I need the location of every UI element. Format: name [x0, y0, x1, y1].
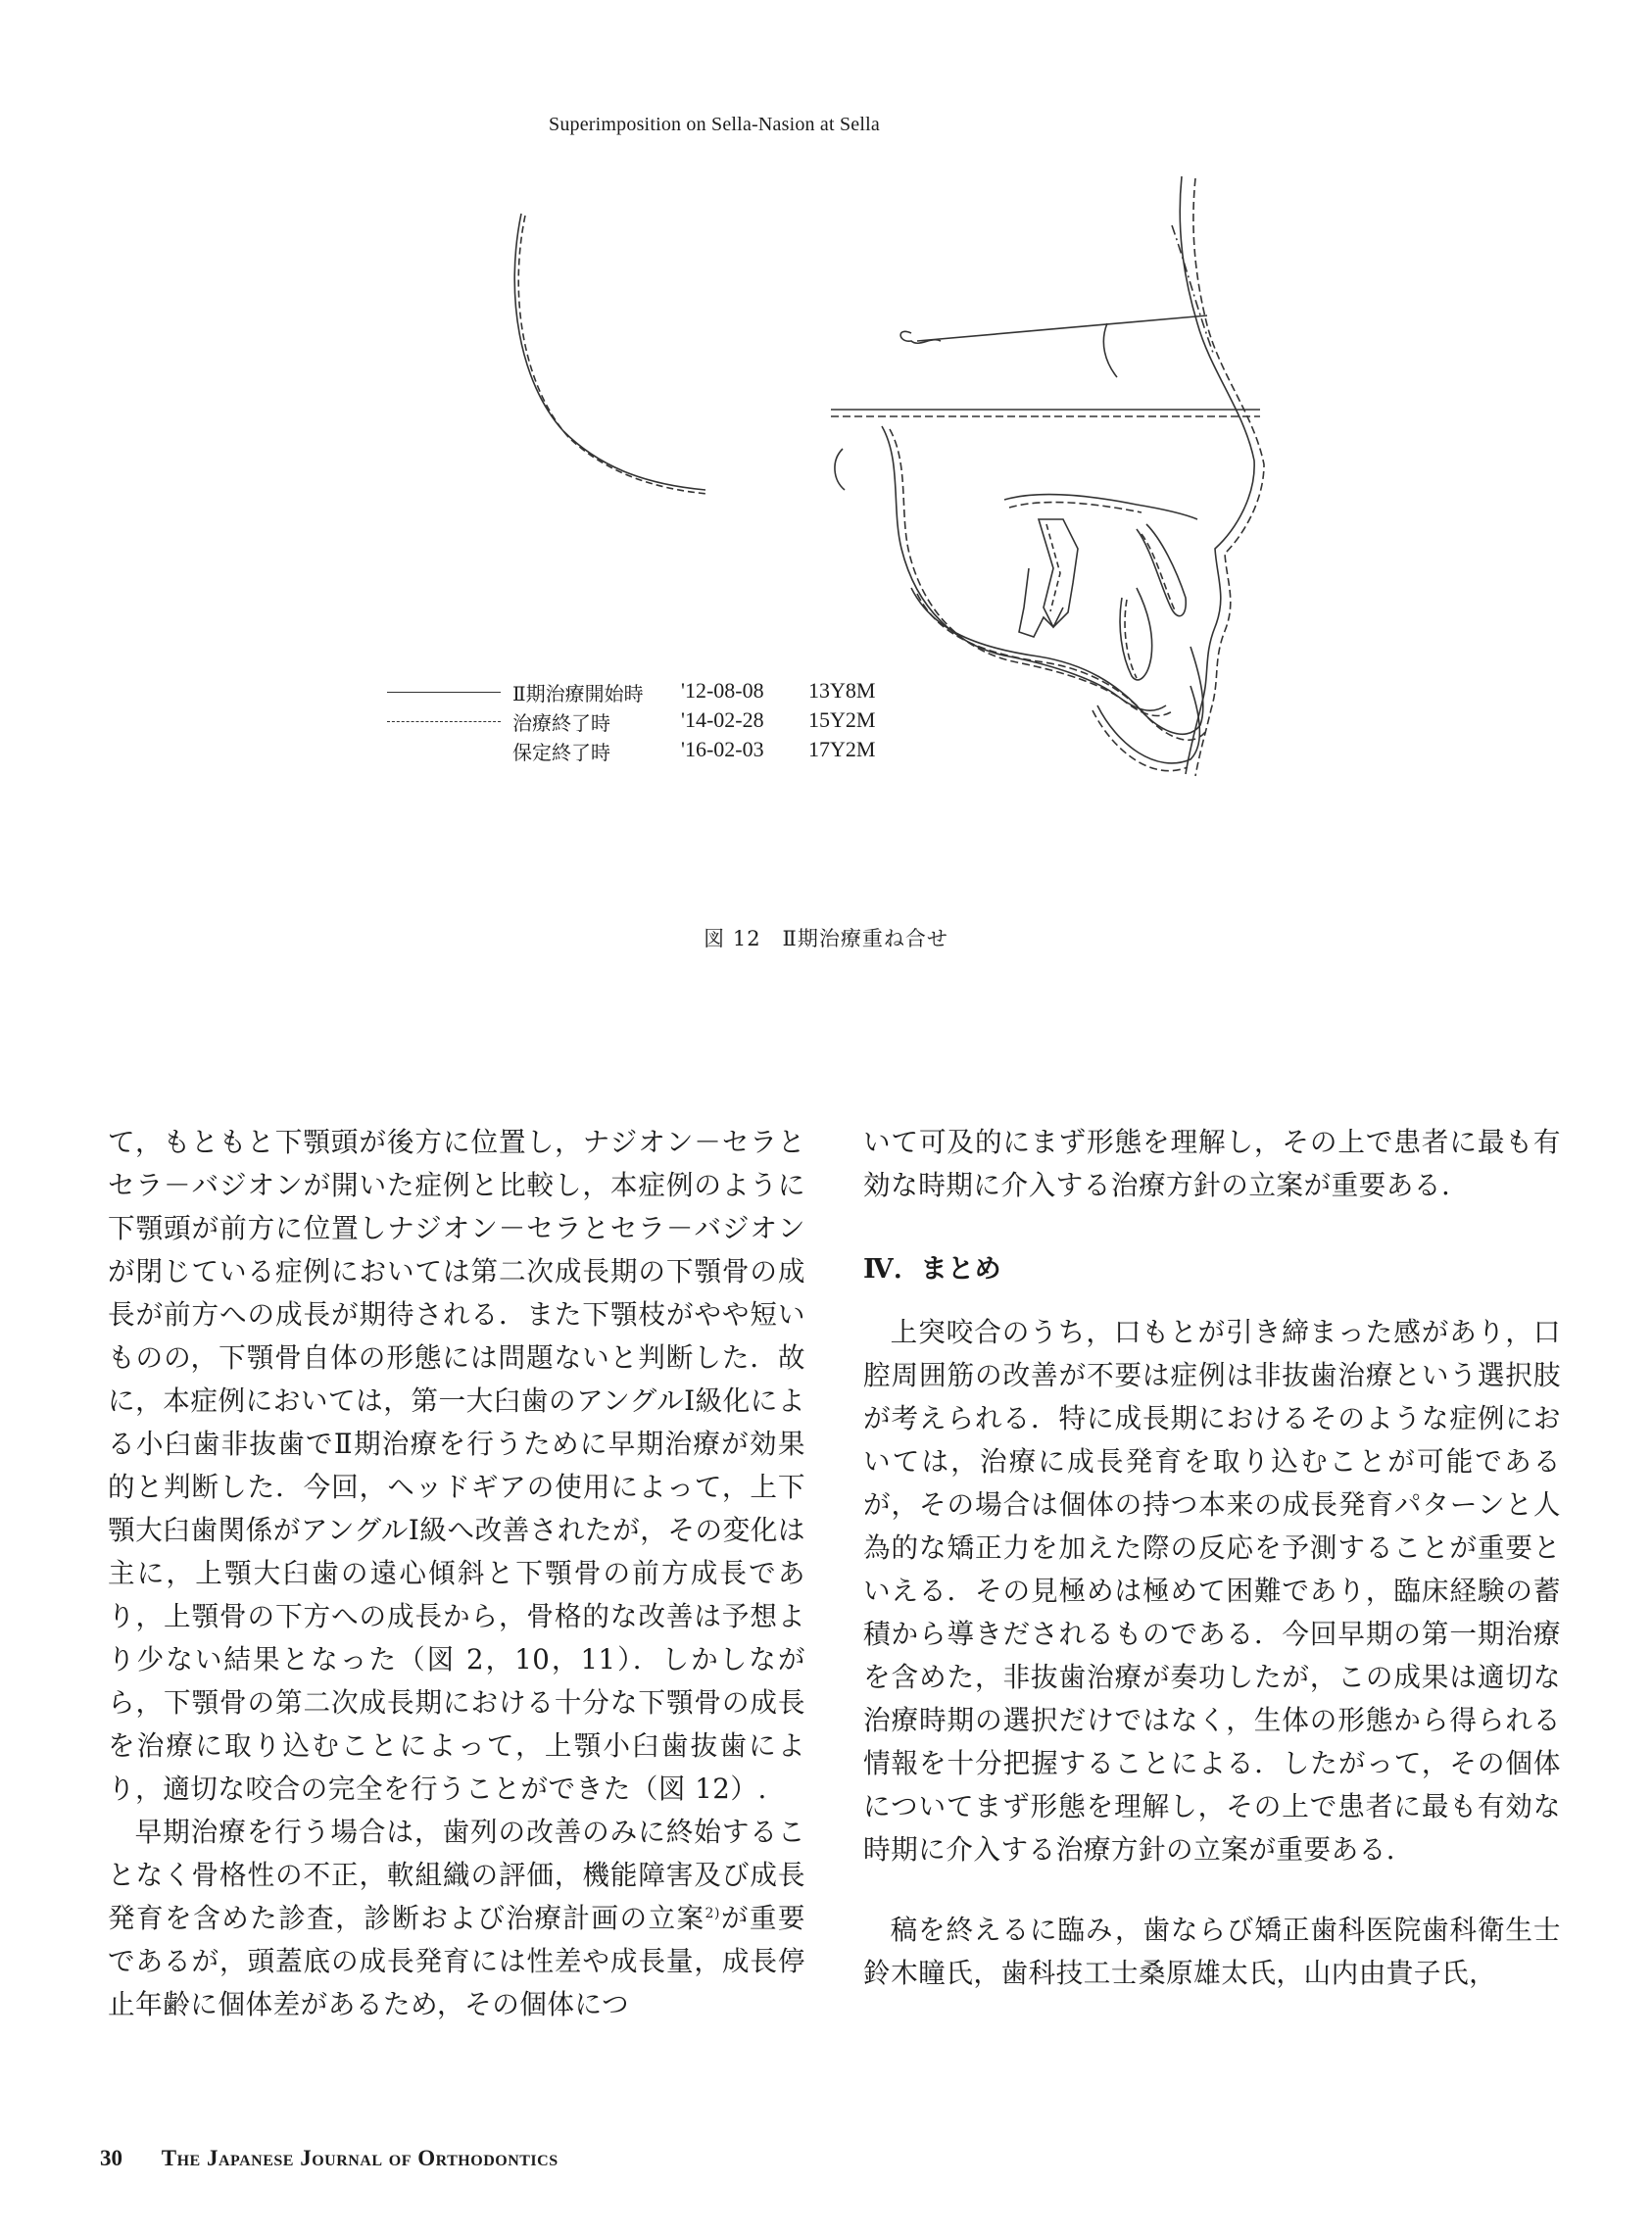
- nasal-bone: [1103, 323, 1117, 377]
- figure-title: Superimposition on Sella-Nasion at Sella: [549, 114, 880, 135]
- acknowledgment-paragraph: 稿を終えるに臨み，歯ならび矯正歯科医院歯科衛生士鈴木瞳氏，歯科技工士桑原雄太氏，山内由貴子氏，: [863, 1914, 1561, 1989]
- section-heading: Ⅳ．まとめ: [863, 1254, 1002, 1285]
- figure-caption: 図 12 Ⅱ期治療重ね合せ: [704, 927, 948, 950]
- cranium-outline: [514, 214, 707, 494]
- left-column: [108, 1121, 805, 2026]
- journal-name: The Japanese Journal of Orthodontics: [161, 2146, 559, 2170]
- legend-age: 15Y2M: [808, 707, 876, 732]
- palatal-plane: [1004, 495, 1197, 519]
- page-number: 30: [100, 2146, 122, 2170]
- body-paragraph: いて可及的にまず形態を理解し，その上で患者に最も有効な時期に介入する治療方針の立案が重要ある.: [863, 1126, 1561, 1201]
- paragraph-text: 早期治療を行う場合は，歯列の改善のみに終始することなく骨格性の不正，軟組織の評価，機能障害及び成長発育を含めた診査，診断および治療計画の立案: [108, 1816, 805, 1934]
- right-column: [863, 1121, 1561, 1995]
- legend-age: 13Y8M: [808, 678, 876, 703]
- incisor-teeth: [1120, 524, 1186, 680]
- cephalometric-tracing: [0, 0, 1652, 921]
- sn-reference-line: [900, 316, 1207, 343]
- legend-line-dashed: [387, 721, 501, 722]
- orbit-marks: [835, 426, 1174, 716]
- legend-age: 17Y2M: [808, 737, 876, 761]
- legend-date: '12-08-08: [681, 678, 764, 703]
- legend-date: '16-02-03: [681, 737, 764, 761]
- body-paragraph: 上突咬合のうち，口もとが引き締まった感があり，口腔周囲筋の改善が不要は症例は非抜歯治療という選択肢が考えられる．特に成長期におけるそのような症例においては，治療に成長発育を取り込むことが可能であるが，その場合は個体の持つ本来の成長発育パターンと人為的な矯正力を加えた際の反応を予測することが重要といえる．その見極めは極めて困難であり，臨床経験の蓄積から導きだされるものである．今回早期の第一期治療を含めた，非抜歯治療が奏功したが，この成果は適切な治療時期の選択だけではなく，生体の形態から得られる情報を十分把握することによる．したがって，その個体についてまず形態を理解し，その上で患者に最も有効な時期に介入する治療方針の立案が重要ある.: [863, 1316, 1561, 1866]
- page-footer: [100, 2146, 559, 2171]
- legend-label: 保定終了時: [512, 741, 610, 764]
- paragraph-text: が重要であるが，頭蓋底の成長発育には性差や成長量，成長停止年齢に個体差があるため，その個体につ: [108, 1902, 805, 2020]
- legend-label: Ⅱ期治療開始時: [512, 682, 644, 705]
- reference-superscript: 2): [705, 1905, 720, 1921]
- body-paragraph: て，もともと下顎頭が後方に位置し，ナジオン－セラとセラ－バジオンが開いた症例と比較し，本症例のように下顎頭が前方に位置しナジオン－セラとセラ－バジオンが閉じている症例においては第二次成長期の下顎骨の成長が前方への成長が期待される．また下顎枝がやや短いものの，下顎骨自体の形態には問題ないと判断した．故に，本症例においては，第一大臼歯のアングルⅠ級化による小臼歯非抜歯でⅡ期治療を行うために早期治療が効果的と判断した．今回，ヘッドギアの使用によって，上下顎大臼歯関係がアングルⅠ級へ改善されたが，その変化は主に，上顎大臼歯の遠心傾斜と下顎骨の前方成長であり，上顎骨の下方への成長から，骨格的な改善は予想より少ない結果となった（図 2，10，11）．しかしながら，下顎骨の第二次成長期における十分な下顎骨の成長を治療に取り込むことによって，上顎小臼歯抜歯により，適切な咬合の完全を行うことができた（図 12）.: [108, 1126, 805, 1805]
- body-paragraph: [108, 1811, 805, 2026]
- legend-date: '14-02-28: [681, 707, 764, 732]
- soft-tissue-profile: [1172, 176, 1264, 776]
- legend-label: 治療終了時: [512, 711, 610, 735]
- frankfort-horizontal: [831, 410, 1260, 416]
- legend-line-solid: [387, 692, 501, 693]
- molar-teeth: [1019, 519, 1078, 637]
